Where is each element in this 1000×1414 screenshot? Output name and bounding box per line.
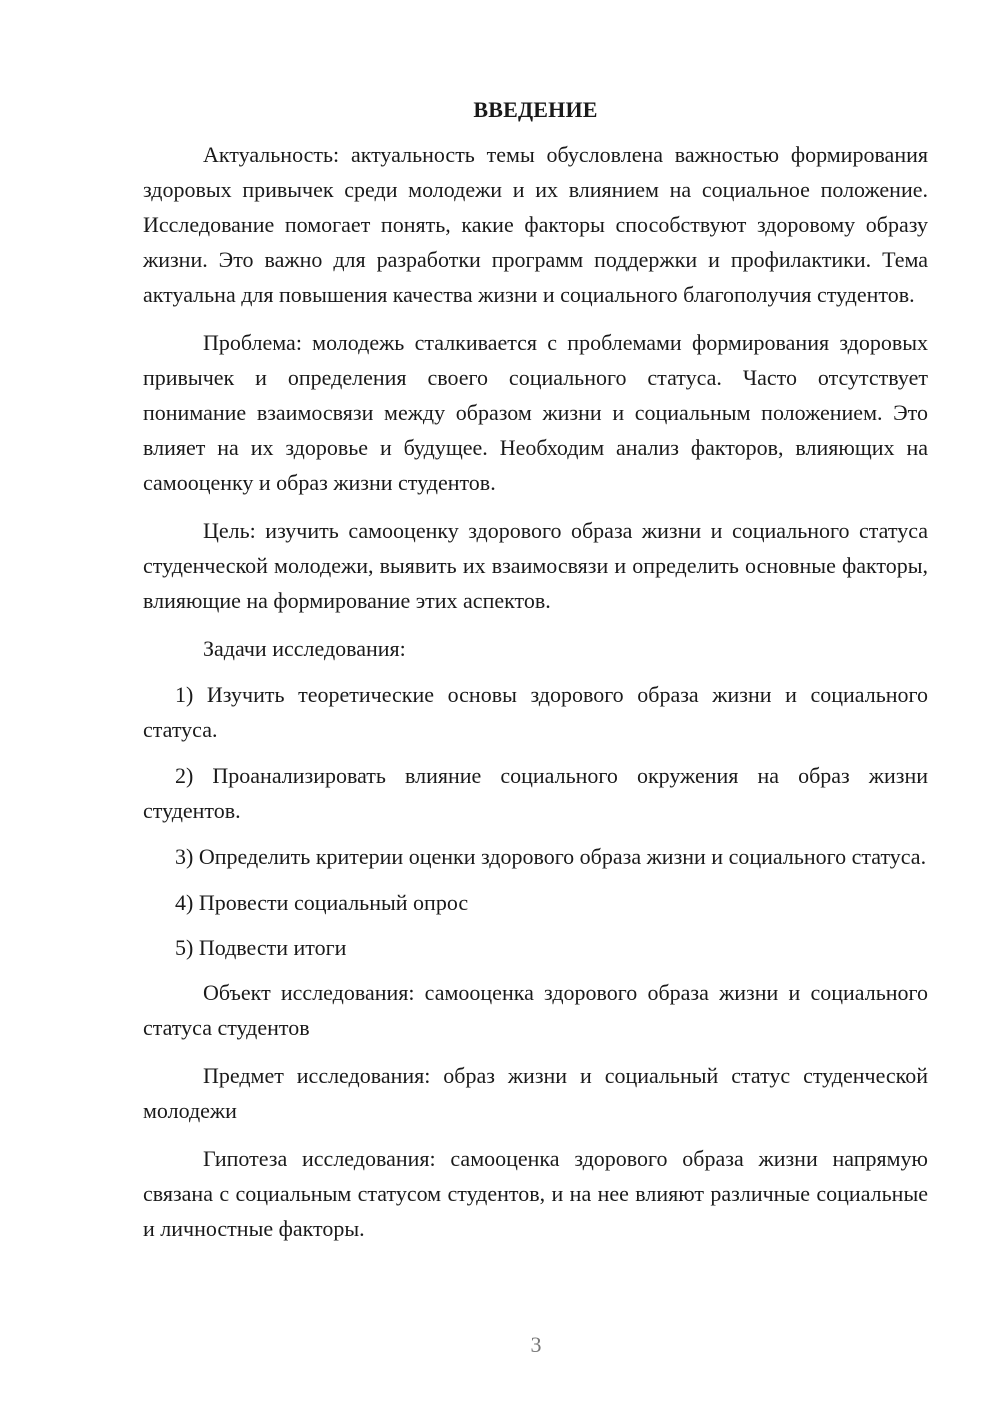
- page-content: [143, 95, 928, 1259]
- task-item: 4) Провести социальный опрос: [175, 890, 469, 915]
- task-item: 3) Определить критерии оценки здорового образа жизни и социального статуса.: [175, 844, 927, 869]
- subject-paragraph: Предмет исследования: образ жизни и социальный статус студенческой молодежи: [143, 1063, 928, 1123]
- page-title: ВВЕДЕНИЕ: [473, 97, 598, 122]
- problem-paragraph: Проблема: молодежь сталкивается с проблемами формирования здоровых привычек и определения своего социального статуса. Часто отсутствует понимание взаимосвязи между образом жизни и социальным положением. Это влияет на их здоровье и будущее. Необходим анализ факторов, влияющих на самооценку и образ жизни студентов.: [143, 330, 928, 495]
- task-item: 1) Изучить теоретические основы здорового образа жизни и социального статуса.: [143, 682, 928, 742]
- task-item: 5) Подвести итоги: [175, 935, 347, 960]
- task-item: 2) Проанализировать влияние социального окружения на образ жизни студентов.: [143, 763, 928, 823]
- page-number: 3: [530, 1332, 542, 1357]
- goal-paragraph: Цель: изучить самооценку здорового образа жизни и социального статуса студенческой молодежи, выявить их взаимосвязи и определить основные факторы, влияющие на формирование этих аспектов.: [143, 518, 928, 613]
- relevance-paragraph: Актуальность: актуальность темы обусловлена важностью формирования здоровых привычек среди молодежи и их влиянием на социальное положение. Исследование помогает понять, какие факторы способствуют здоровому образу жизни. Это важно для разработки программ поддержки и профилактики. Тема актуальна для повышения качества жизни и социального благополучия студентов.: [143, 142, 928, 307]
- hypothesis-paragraph: Гипотеза исследования: самооценка здорового образа жизни напрямую связана с социальным статусом студентов, и на нее влияют различные социальные и личностные факторы.: [143, 1146, 928, 1241]
- tasks-heading: Задачи исследования:: [203, 636, 406, 661]
- object-paragraph: Объект исследования: самооценка здорового образа жизни и социального статуса студентов: [143, 980, 928, 1040]
